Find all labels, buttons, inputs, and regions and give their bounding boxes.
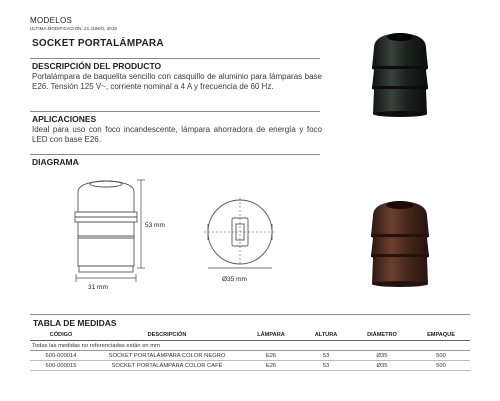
applications-title: APLICACIONES xyxy=(32,114,97,124)
socket-top-view xyxy=(200,196,280,272)
socket-outline-drawing xyxy=(66,176,146,280)
diagram-title: DIAGRAMA xyxy=(32,157,79,167)
table-title: TABLA DE MEDIDAS xyxy=(33,318,117,328)
socket-brown-photo xyxy=(358,196,442,288)
width-label: 31 mm xyxy=(88,284,108,291)
cell-lamp: E26 xyxy=(242,361,300,371)
header-description: DESCRIPCIÓN xyxy=(147,332,187,338)
width-dimension-line xyxy=(74,274,138,282)
table-note: Todas las medidas no referenciadas están en mm xyxy=(30,341,470,351)
measurements-table xyxy=(30,330,470,371)
description-title: DESCRIPCIÓN DEL PRODUCTO xyxy=(32,61,162,71)
cell-package: 500 xyxy=(412,351,470,361)
divider-table xyxy=(30,314,470,315)
divider-diagram xyxy=(30,154,320,155)
table-note-row xyxy=(30,341,470,351)
table-header-row xyxy=(30,330,470,341)
diameter-label: Ø35 mm xyxy=(222,276,247,283)
table-row xyxy=(30,361,470,371)
header-height: ALTURA xyxy=(314,332,338,338)
cell-height: 53 xyxy=(300,361,352,371)
section-label: MODELOS xyxy=(30,16,73,25)
table-row xyxy=(30,351,470,361)
product-title: SOCKET PORTALÁMPARA xyxy=(32,38,164,49)
header-diameter: DIÁMETRO xyxy=(367,332,397,338)
cell-diameter: Ø35 xyxy=(352,351,412,361)
height-label: 53 mm xyxy=(145,222,165,229)
header-package: EMPAQUE xyxy=(427,332,455,338)
header-lamp: LÁMPARA xyxy=(257,332,285,338)
cell-package: 500 xyxy=(412,361,470,371)
socket-black-photo xyxy=(360,28,440,118)
cell-lamp: E26 xyxy=(242,351,300,361)
last-modified-date: ÚLTIMA MODIFICACIÓN: 21 JUNIO, 2019 xyxy=(30,26,117,31)
cell-code: 600-000015 xyxy=(30,361,92,371)
cell-description: SOCKET PORTALÁMPARA COLOR NEGRO xyxy=(92,351,242,361)
applications-body: Ideal para uso con foco incandescente, lámpara ahorradora de energía y foco LED con base E26. xyxy=(32,125,322,144)
cell-code: 600-000014 xyxy=(30,351,92,361)
description-body: Portalámpara de baquelita sencillo con casquillo de aluminio para lámparas base E26. Tensión 125 V~, corriente nominal a 4 A y frecuencia de 60 Hz. xyxy=(32,72,322,91)
cell-height: 53 xyxy=(300,351,352,361)
divider-applications xyxy=(30,111,320,112)
cell-diameter: Ø35 xyxy=(352,361,412,371)
divider-description xyxy=(30,58,320,59)
cell-description: SOCKET PORTALÁMPARA COLOR CAFÉ xyxy=(92,361,242,371)
header-code: CÓDIGO xyxy=(49,332,73,338)
